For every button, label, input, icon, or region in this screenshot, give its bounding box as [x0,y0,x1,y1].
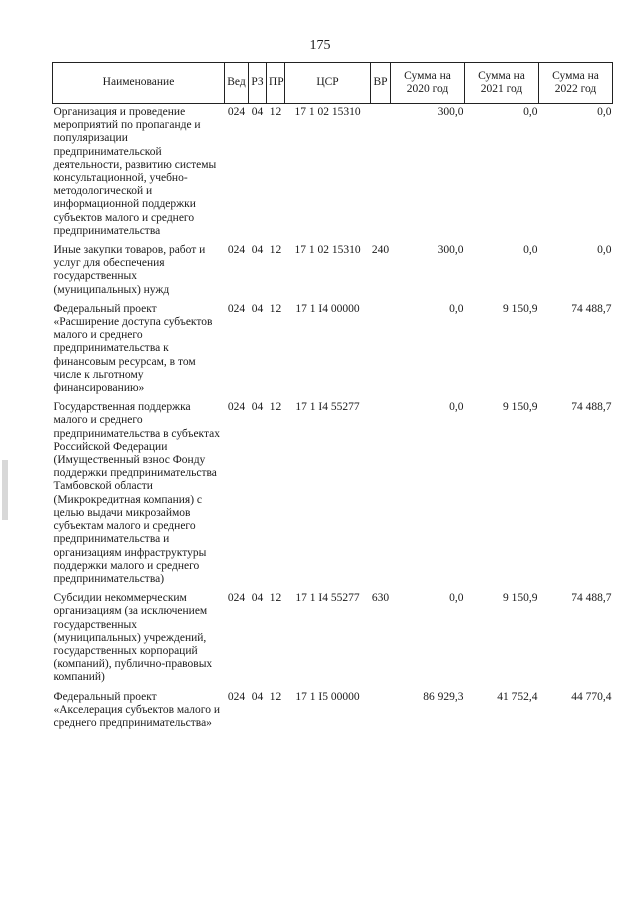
row-vr [371,689,391,735]
row-pr: 12 [269,401,282,414]
row-rz: 04 [251,592,264,605]
table-header [53,63,613,104]
row-sum-2022: 74 488,7 [571,302,612,315]
row-sum-2021: 0,0 [523,106,538,118]
row-name: Организация и проведение мероприятий по пропаганде и популяризации предпринимательской деятельности, развитию системы консультационной, учебно-методологической и информационной поддержки субъектов малого и среднего предпринимательства [53,106,217,237]
row-pr: 12 [269,244,282,257]
row-pr: 12 [269,106,282,118]
row-name: Иные закупки товаров, работ и услуг для обеспечения государственных (муниципальных) нужд [53,244,206,296]
row-rz: 04 [251,302,264,315]
row-sum-2022: 74 488,7 [571,401,612,414]
row-pr: 12 [269,690,282,703]
budget-table [52,62,613,734]
row-sum-2021: 9 150,9 [503,592,538,605]
row-csr: 17 1 I4 55277 [295,401,360,414]
row-sum-2022: 0,0 [597,244,612,257]
table-row [53,689,613,735]
row-rz: 04 [251,401,264,414]
row-csr: 17 1 I4 55277 [295,592,360,605]
row-sum-2021: 0,0 [523,244,538,257]
header-sum-2021: Сумма на 2021 год [465,63,539,104]
row-sum-2022: 44 770,4 [571,690,612,703]
header-rz: РЗ [249,63,267,104]
row-csr: 17 1 02 15310 [294,244,361,257]
row-sum-2021: 9 150,9 [503,401,538,414]
row-ved: 024 [227,302,246,315]
row-vr: 240 [371,244,390,257]
row-name: Федеральный проект «Акселерация субъектов малого и среднего предпринимательства» [53,690,221,729]
row-pr: 12 [269,592,282,605]
header-vr: ВР [371,63,391,104]
row-rz: 04 [251,244,264,257]
table-row [53,301,613,399]
row-sum-2020: 300,0 [437,106,464,118]
row-sum-2020: 0,0 [449,302,464,315]
row-sum-2020: 0,0 [449,401,464,414]
row-sum-2022: 0,0 [597,106,612,118]
row-ved: 024 [227,106,246,118]
row-sum-2022: 74 488,7 [571,592,612,605]
row-sum-2020: 86 929,3 [423,690,464,703]
row-vr [371,399,391,590]
row-ved: 024 [227,592,246,605]
row-csr: 17 1 I5 00000 [295,690,360,703]
row-sum-2020: 300,0 [437,244,464,257]
row-rz: 04 [251,106,264,118]
header-ved: Вед [225,63,249,104]
row-name: Государственная поддержка малого и среднего предпринимательства в субъектах Российской Федерации (Имущественный взнос Фонду поддержки предпринимательства Тамбовской области (Микрокредитная компания) с целью выдачи микрозаймов субъектам малого и среднего предпринимательства и организациям инфраструктуры поддержки малого и среднего предпринимательства) [53,401,221,585]
row-vr [371,104,391,243]
table-row [53,104,613,243]
scan-margin-mark [2,460,8,520]
table-row [53,242,613,301]
row-sum-2021: 9 150,9 [503,302,538,315]
row-name: Федеральный проект «Расширение доступа субъектов малого и среднего предпринимательства к финансовым ресурсам, в том числе к льготному финансированию» [53,302,213,395]
row-vr: 630 [371,592,390,605]
row-csr: 17 1 I4 00000 [295,302,360,315]
header-sum-2020: Сумма на 2020 год [391,63,465,104]
row-vr [371,301,391,399]
header-sum-2022: Сумма на 2022 год [539,63,613,104]
row-ved: 024 [227,244,246,257]
header-name: Наименование [53,63,225,104]
row-pr: 12 [269,302,282,315]
row-ved: 024 [227,690,246,703]
row-csr: 17 1 02 15310 [294,106,361,118]
header-pr: ПР [267,63,285,104]
page-number: 175 [309,38,331,53]
table-body [53,104,613,735]
header-csr: ЦСР [285,63,371,104]
row-rz: 04 [251,690,264,703]
row-sum-2021: 41 752,4 [497,690,538,703]
table-row [53,590,613,688]
row-ved: 024 [227,401,246,414]
row-sum-2020: 0,0 [449,592,464,605]
table-row [53,399,613,590]
row-name: Субсидии некоммерческим организациям (за исключением государственных (муниципальных) учреждений, государственных корпораций (компаний), публично-правовых компаний) [53,592,213,684]
